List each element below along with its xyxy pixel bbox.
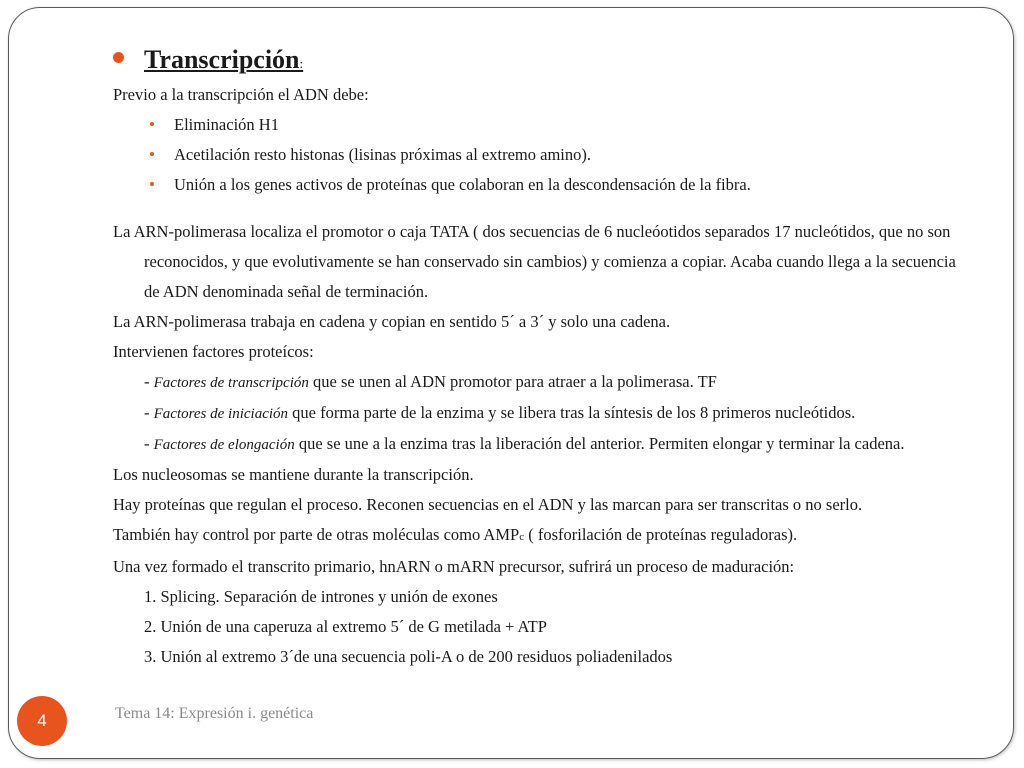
bullet-icon <box>150 182 154 186</box>
title-bullet-icon <box>113 52 124 63</box>
maturation-step: 3. Unión al extremo 3´de una secuencia poli-A o de 200 residuos poliadenilados <box>144 647 673 666</box>
primary-transcript-line: Una vez formado el transcrito primario, hnARN o mARN precursor, sufrirá un proceso de maduración: <box>113 557 795 576</box>
factor-name: Factores de elongación <box>153 437 295 453</box>
maturation-step: 2. Unión de una caperuza al extremo 5´ de G metilada + ATP <box>144 617 547 636</box>
footer-topic: Tema 14: Expresión i. genética <box>115 705 314 722</box>
bullet-icon <box>150 122 154 126</box>
list-item: Eliminación H1 <box>113 110 973 140</box>
polymerase-paragraph: La ARN-polimerasa localiza el promotor o caja TATA ( dos secuencias de 6 nucleóotidos separados 17 nucleótidos, que no son reconocidos, y que evolutivamente se han conservado sin cambios) y comienza a copiar. Acaba cuando llega a la secuencia de ADN denominada señal de terminación. <box>113 222 956 301</box>
factors-heading: Intervienen factores proteícos: <box>113 342 314 361</box>
slide-number-badge: 4 <box>17 696 67 746</box>
factor-item: - Factores de transcripción que se unen al ADN promotor para atraer a la polimerasa. TF <box>144 372 717 391</box>
slide-content <box>113 40 973 672</box>
slide-title: Transcripción: <box>144 45 304 74</box>
amp-line: También hay control por parte de otras moléculas como AMPc ( fosforilación de proteínas reguladoras). <box>113 525 798 544</box>
factor-name: Factores de iniciación <box>153 406 289 422</box>
amp-c: c <box>519 531 525 543</box>
maturation-step: 1. Splicing. Separación de intrones y unión de exones <box>144 587 498 606</box>
factor-name: Factores de transcripción <box>153 375 309 391</box>
prerequisite-list <box>113 110 973 200</box>
bullet-icon <box>150 152 154 156</box>
title-row <box>113 40 973 80</box>
spacer <box>113 200 973 217</box>
list-item: Unión a los genes activos de proteínas que colaboran en la descondensación de la fibra. <box>113 170 973 200</box>
chain-paragraph: La ARN-polimerasa trabaja en cadena y copian en sentido 5´ a 3´ y solo una cadena. <box>113 312 671 331</box>
factor-item: - Factores de iniciación que forma parte de la enzima y se libera tras la síntesis de los 8 primeros nucleótidos. <box>144 403 856 422</box>
title-colon: : <box>299 56 304 71</box>
factor-item: - Factores de elongación que se une a la enzima tras la liberación del anterior. Permiten elongar y terminar la cadena. <box>144 434 905 453</box>
intro-text: Previo a la transcripción el ADN debe: <box>113 85 369 104</box>
nucleosomes-line: Los nucleosomas se mantiene durante la transcripción. <box>113 465 474 484</box>
proteins-line: Hay proteínas que regulan el proceso. Reconen secuencias en el ADN y las marcan para ser transcritas o no serlo. <box>113 495 863 514</box>
list-item: Acetilación resto histonas (lisinas próximas al extremo amino). <box>113 140 973 170</box>
